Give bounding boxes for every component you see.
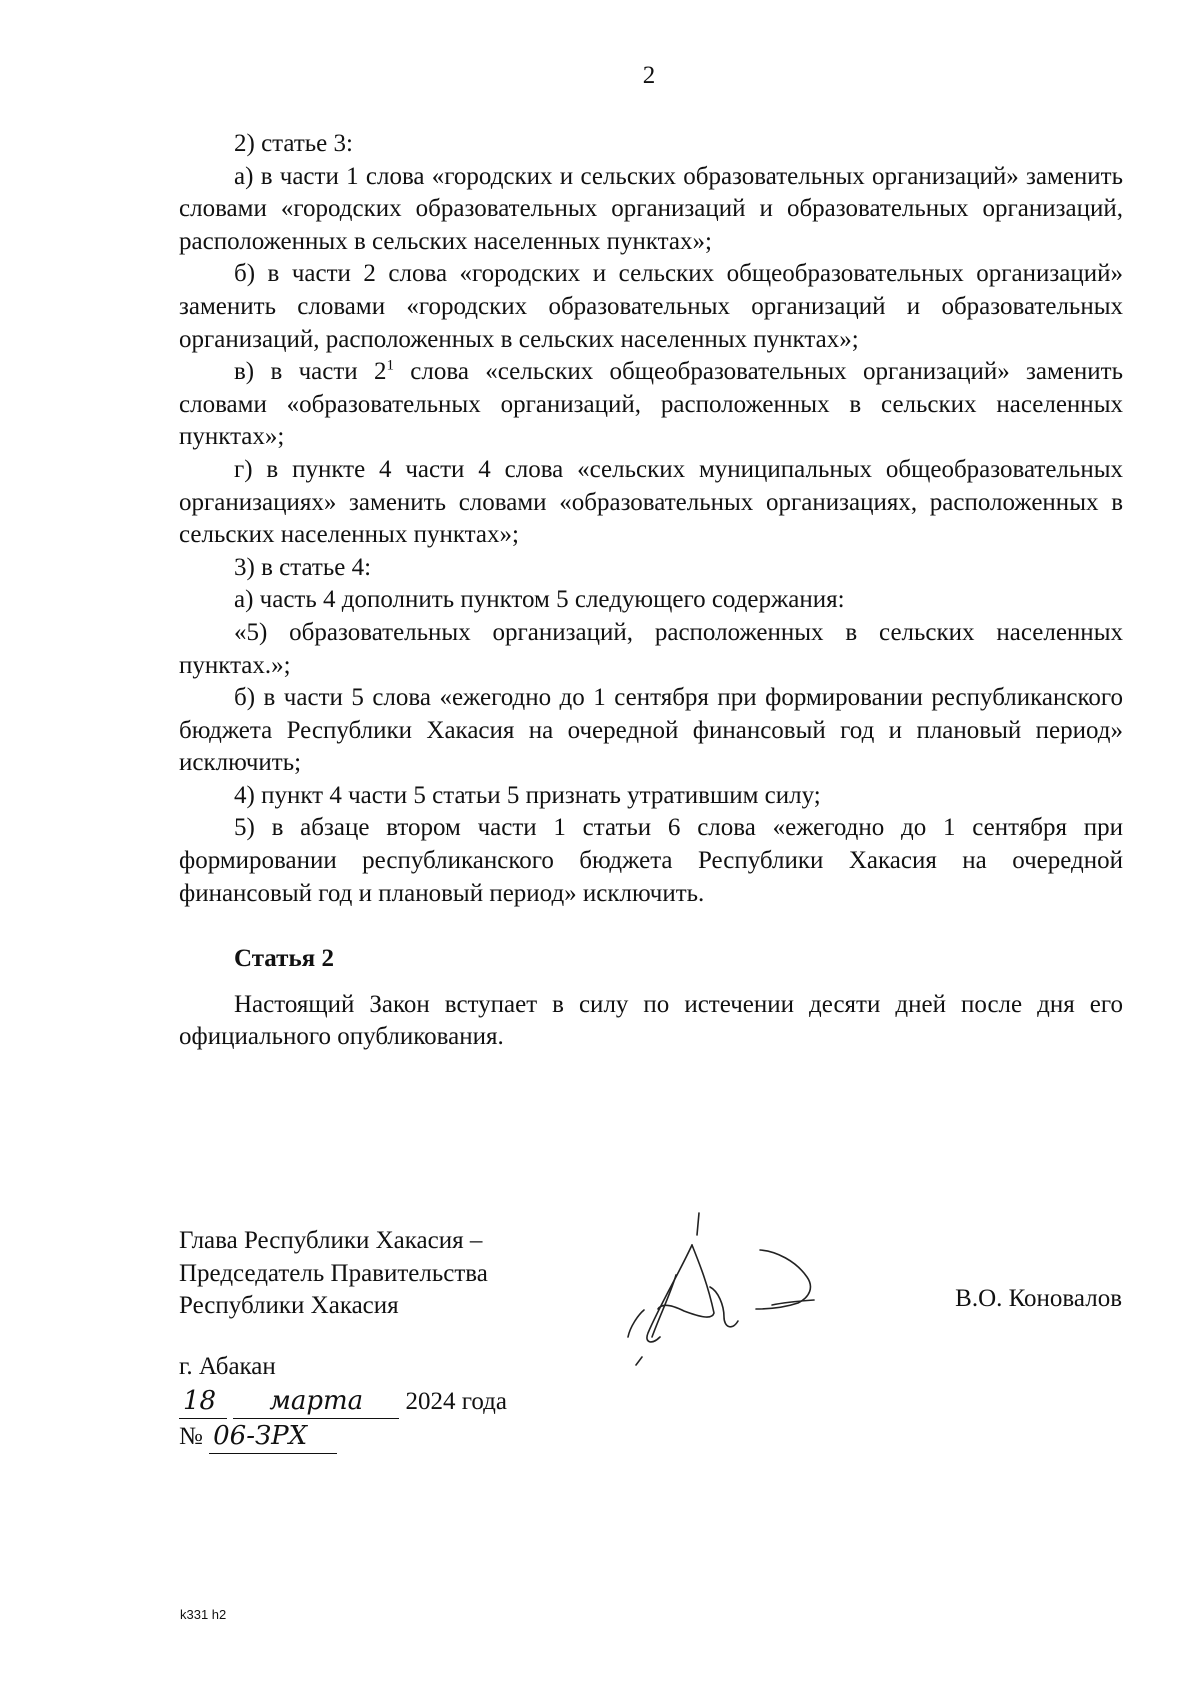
superscript: 1 [386, 357, 394, 374]
handwritten-day: 18 [179, 1384, 227, 1419]
city: г. Абакан [179, 1353, 276, 1380]
handwritten-signature [600, 1205, 850, 1375]
signatory-title [179, 1225, 488, 1323]
paragraph-part: в) в части 2 [234, 358, 387, 386]
paragraph: а) часть 4 дополнить пунктом 5 следующего содержания: [234, 586, 845, 614]
year-text: 2024 года [405, 1388, 507, 1415]
paragraph: 3) в статье 4: [234, 553, 372, 581]
signatory-title-line: Республики Хакасия [179, 1292, 399, 1320]
paragraph [179, 356, 1123, 454]
paragraph: 4) пункт 4 части 5 статьи 5 признать утратившим силу; [234, 781, 821, 809]
paragraph: 2) статье 3: [234, 130, 353, 157]
number-prefix: № [179, 1423, 203, 1450]
paragraph: а) в части 1 слова «городских и сельских образовательных организаций» заменить словами «городских образовательных организаций и образовательных организаций, расположенных в сельских населенных пунктах»; [179, 162, 1123, 255]
law-number [179, 1419, 507, 1454]
paragraph: 5) в абзаце втором части 1 статьи 6 слова «ежегодно до 1 сентября при формировании республиканского бюджета Республики Хакасия на очередной финансовый год и плановый период» исключить. [179, 814, 1123, 907]
paragraph: «5) образовательных организаций, расположенных в сельских населенных пунктах.»; [179, 618, 1123, 679]
article-2-heading: Статья 2 [234, 945, 334, 973]
signatory-title-line: Председатель Правительства [179, 1259, 488, 1287]
handwritten-number: 06-ЗРХ [209, 1419, 337, 1454]
handwritten-month: марта [233, 1384, 399, 1419]
paragraph: б) в части 2 слова «городских и сельских общеобразовательных организаций» заменить словами «городских образовательных организаций и образовательных организаций, расположенных в сельских населенных пунктах»; [179, 260, 1123, 353]
signatory-name: В.О. Коновалов [955, 1285, 1122, 1312]
signatory-title-line: Глава Республики Хакасия – [179, 1227, 483, 1254]
article-2-text: Настоящий Закон вступает в силу по истечении десяти дней после дня его официального опубликования. [179, 990, 1123, 1051]
signing-date [179, 1384, 507, 1419]
place-and-date [179, 1350, 507, 1454]
paragraph-part: слова «сельских общеобразовательных организаций» заменить словами «образовательных организаций, расположенных в сельских населенных пунктах»; [179, 358, 1123, 451]
page-number: 2 [642, 62, 656, 89]
document-code: k331 h2 [180, 1607, 227, 1622]
paragraph: б) в части 5 слова «ежегодно до 1 сентября при формировании республиканского бюджета Республики Хакасия на очередной финансовый год и плановый период» исключить; [179, 684, 1123, 777]
article-1-body [179, 128, 1123, 1054]
paragraph: г) в пункте 4 части 4 слова «сельских муниципальных общеобразовательных организациях» заменить словами «образовательных организациях, расположенных в сельских населенных пунктах»; [179, 455, 1123, 549]
